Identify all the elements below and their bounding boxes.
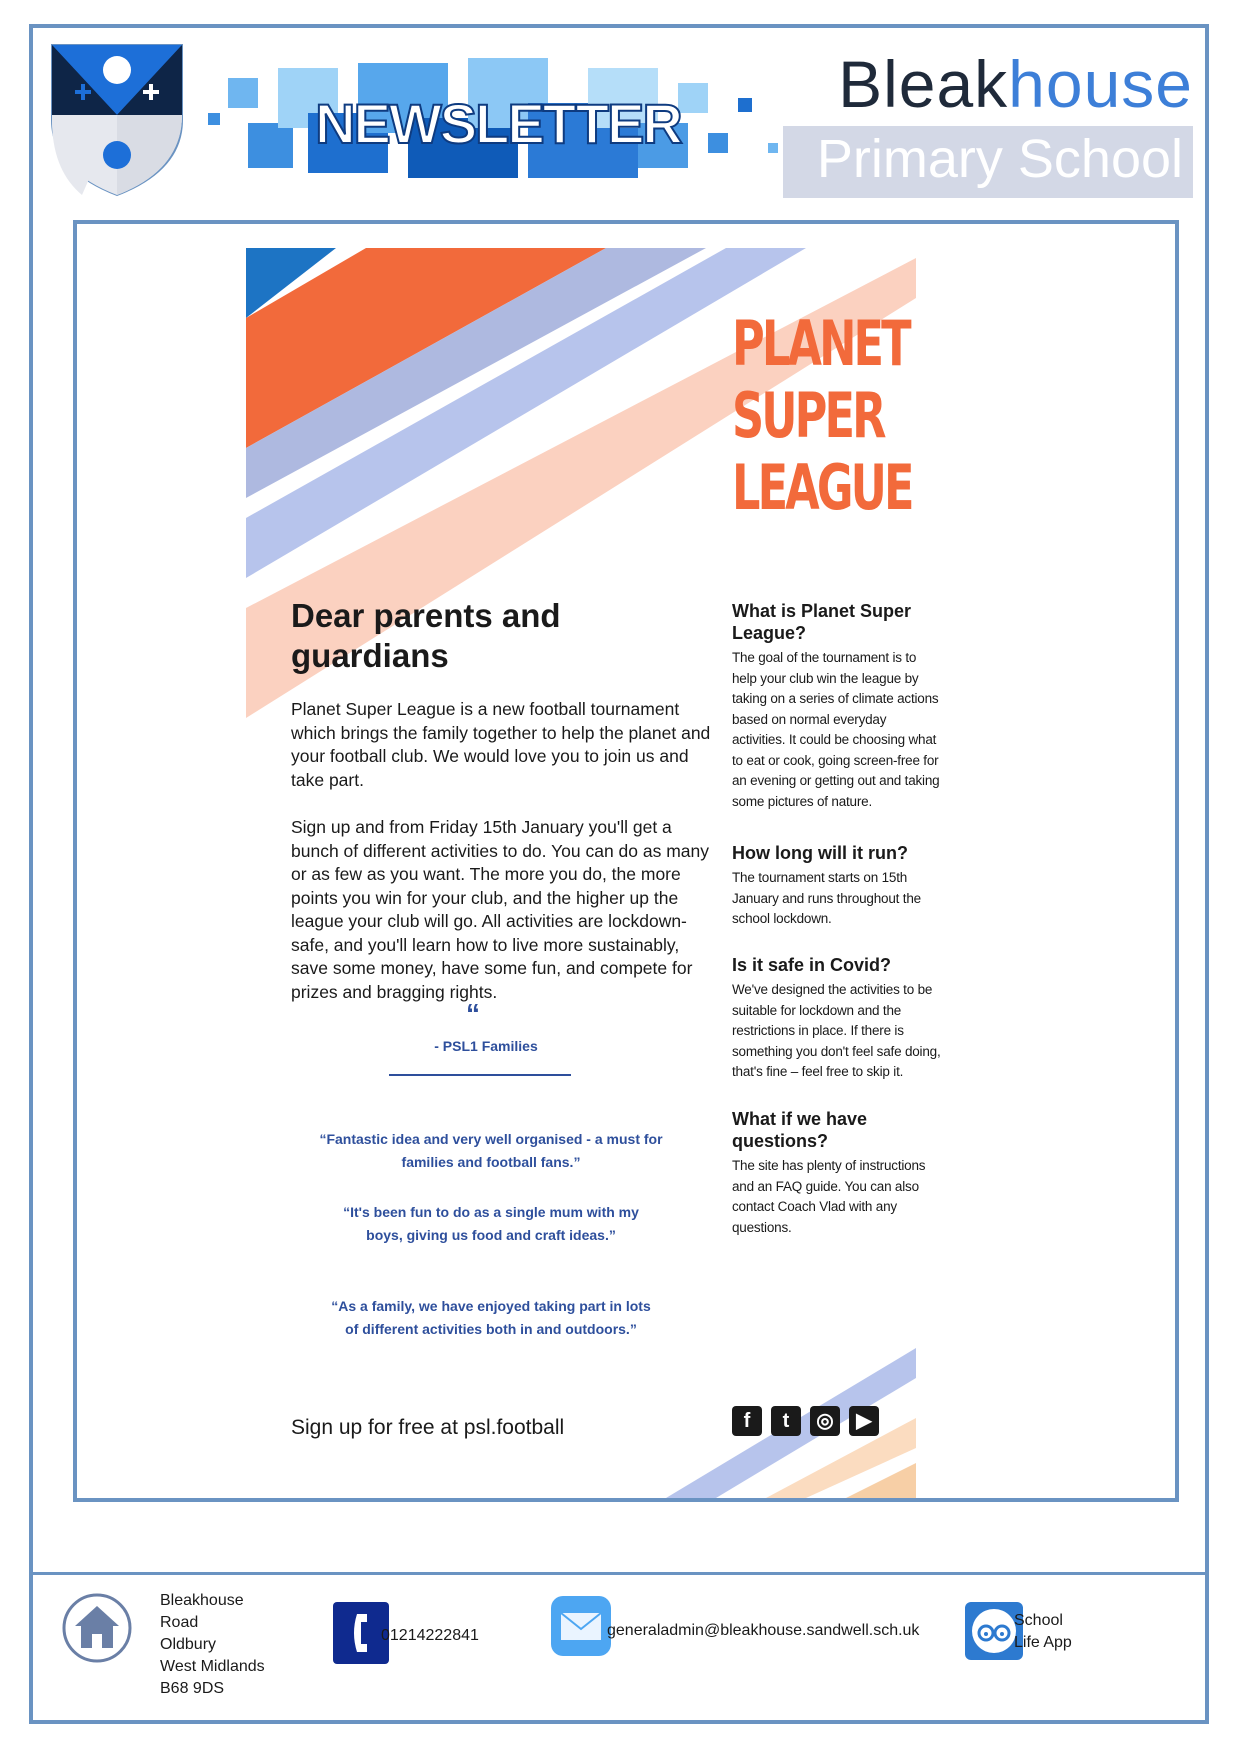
faq-answer: The site has plenty of instructions and an FAQ guide. You can also contact Coach Vlad with any questions. xyxy=(732,1158,926,1235)
psl-flyer xyxy=(246,248,986,1498)
faq-answer: The goal of the tournament is to help your club win the league by taking on a series of climate actions based on normal everyday activities. It could be choosing what to eat or cook, going screen-free for an evening or getting out and taking some pictures of nature. xyxy=(732,650,940,809)
address: Bleakhouse Road Oldbury West Midlands B68 9DS xyxy=(160,1592,265,1697)
psl-logo: PLANET SUPER LEAGUE xyxy=(732,307,912,524)
school-subtitle: Primary School xyxy=(816,129,1183,189)
signup-text: Sign up for free at psl.football xyxy=(291,1416,565,1439)
faq-item-2 xyxy=(732,842,942,930)
faq-question: What is Planet Super League? xyxy=(732,601,912,643)
quote-icon: “ xyxy=(466,998,480,1029)
twitter-icon[interactable]: t xyxy=(771,1406,801,1436)
facebook-icon[interactable]: f xyxy=(732,1406,762,1436)
instagram-icon[interactable]: ◎ xyxy=(810,1406,840,1436)
faq-item-4 xyxy=(732,1108,942,1238)
intro-text xyxy=(291,698,711,1028)
school-life-app-label: School Life App xyxy=(1014,1612,1072,1651)
youtube-icon[interactable]: ▶ xyxy=(849,1406,879,1436)
testimonial-1: “Fantastic idea and very well organised - a must for families and football fans.” xyxy=(319,1131,663,1170)
quote-source: - PSL1 Families xyxy=(434,1038,538,1054)
school-name-logo xyxy=(783,40,1193,190)
footer xyxy=(33,1580,1205,1720)
faq-question: How long will it run? xyxy=(732,843,908,863)
newsletter-header xyxy=(33,28,1205,208)
social-icons xyxy=(732,1406,888,1440)
intro-paragraph-2: Sign up and from Friday 15th January you'll get a bunch of different activities to do. You can do as many or as few as you want. The more you do, the more points you win for your club, and the higher up the league your club will go. All activities are lockdown-safe, and you'll learn how to live more sustainably, save some money, have some fun, and compete for prizes and bragging rights. xyxy=(291,817,710,1002)
email-address[interactable]: generaladmin@bleakhouse.sandwell.sch.uk xyxy=(607,1622,920,1639)
school-crest-icon xyxy=(47,40,187,200)
testimonial-3: “As a family, we have enjoyed taking part in lots of different activities both in and outdoors.” xyxy=(331,1298,651,1337)
greeting-heading: Dear parents and guardians xyxy=(291,597,561,674)
phone-number[interactable]: 01214222841 xyxy=(381,1627,479,1644)
home-icon xyxy=(61,1592,133,1664)
footer-divider xyxy=(29,1572,1209,1575)
newsletter-title: NEWSLETTER xyxy=(315,92,681,155)
faq-question: Is it safe in Covid? xyxy=(732,955,892,975)
faq-answer: We've designed the activities to be suitable for lockdown and the restrictions in place. If there is something you don't feel safe doing, that's fine – feel free to skip it. xyxy=(732,982,941,1079)
faq-question: What if we have questions? xyxy=(732,1109,868,1151)
intro-paragraph-1: Planet Super League is a new football tournament which brings the family together to help the planet and your football club. We would love you to join us and take part. xyxy=(291,699,711,790)
faq-item-3 xyxy=(732,954,942,1083)
quote-divider xyxy=(389,1074,571,1076)
testimonial-2: “It's been fun to do as a single mum with my boys, giving us food and craft ideas.” xyxy=(343,1204,639,1243)
faq-item-1 xyxy=(732,600,942,812)
faq-answer: The tournament starts on 15th January and runs throughout the school lockdown. xyxy=(732,870,921,926)
school-name: Bleakhouse xyxy=(838,47,1193,121)
mail-icon xyxy=(551,1596,611,1656)
newsletter-banner xyxy=(208,43,798,193)
